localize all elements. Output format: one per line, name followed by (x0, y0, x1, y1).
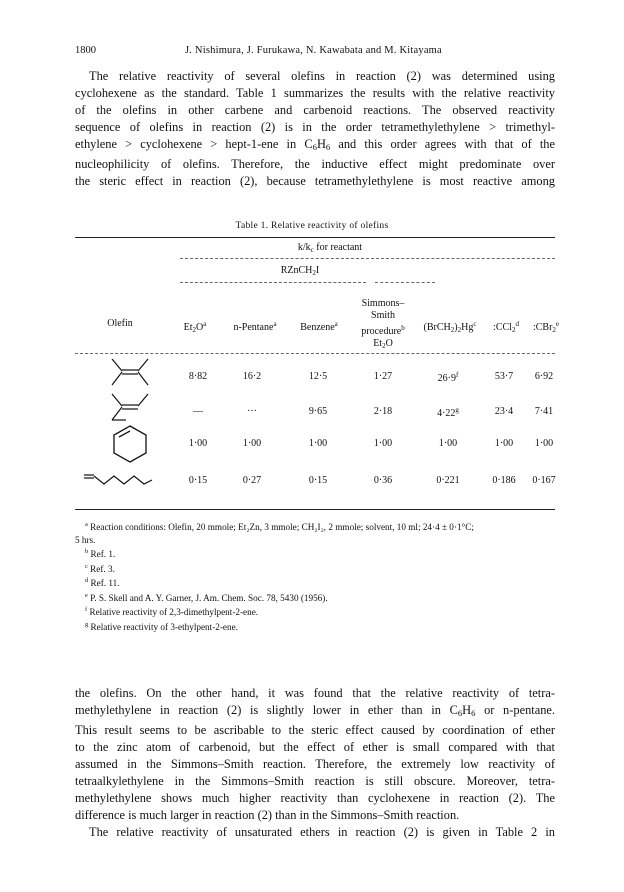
header-rule-3 (375, 282, 435, 283)
header-k-ratio: $k/k_c$ for reactant (297, 242, 363, 254)
cell: 1·00 (242, 438, 262, 449)
text-line: cyclohexene as the standard. Table 1 summarizes the results with the relative reactivity (75, 86, 555, 100)
cell: 1·00 (438, 438, 458, 449)
header-rule-2 (180, 282, 366, 283)
text-line: The relative reactivity of unsaturated ethers in reaction (2) is given in Table 2 in (89, 825, 555, 839)
cell: 2·18 (373, 406, 393, 417)
text-line: difference is much larger in reaction (2) than in the Simmons–Smith reaction. (75, 808, 460, 822)
table-top-rule (75, 237, 555, 238)
cell: 1·00 (373, 438, 393, 449)
text-line: This result seems to be ascribable to the steric effect caused by coordination of ether (75, 723, 555, 737)
header-rznch2i: RZnCH$_2$I (280, 265, 320, 277)
header-rule-1 (180, 258, 555, 259)
cell: 1·00 (308, 438, 328, 449)
text-line: methylethylene shows much higher reactivity than cyclohexene in reaction (2). The (75, 791, 555, 805)
footnote: $^e$ P. S. Skell and A. Y. Garner, J. Am. Chem. Soc. 78, 5430 (1956). (85, 591, 328, 603)
cyclohexene-structure (110, 423, 150, 465)
col-header-ccl2: :CCl$_2^d$ (493, 320, 519, 334)
text-line: sequence of olefins in reaction (2) is in the order tetramethylethylene > trimethyl- (75, 120, 555, 134)
cell: $26\cdot 9^f$ (437, 371, 459, 384)
col-header-olefin: Olefin (107, 318, 133, 329)
col-header-cbr2: :CBr$_2^e$ (532, 320, 560, 334)
cell: $4\cdot 22^g$ (437, 406, 459, 419)
tetramethylethylene-structure (108, 357, 152, 387)
cell: 7·41 (534, 406, 554, 417)
cell: 0·167 (532, 475, 556, 486)
text-line: of the olefins in other carbene and carbenoid reactions. The observed reactivity (75, 103, 555, 117)
running-title: J. Nishimura, J. Furukawa, N. Kawabata and M. Kitayama (185, 45, 442, 56)
footnote: $^f$ Relative reactivity of 2,3-dimethylpent-2-ene. (85, 606, 259, 617)
footnote: 5 hrs. (75, 534, 96, 545)
text-line: methylethylene in reaction (2) is slightly lower in ether than in $C_6H_6$ or n-pentane. (75, 703, 556, 718)
trimethylethylene-structure (108, 392, 152, 422)
footnote: $^a$ Reaction conditions: Olefin, 20 mmole; Et₂Zn, 3 mmole; CH₂I₂, 2 mmole; solvent, 10 ml; 24·4 ± 0·1°C; (85, 521, 474, 532)
footnote: $^g$ Relative reactivity of 3-ethylpent-2-ene. (85, 620, 238, 632)
text-line: the steric effect in reaction (2), because tetramethylethylene is most reactive among (75, 174, 555, 188)
cell: 0·221 (436, 475, 460, 486)
table-caption: Table 1. Relative reactivity of olefins (235, 221, 389, 231)
cell: 1·27 (373, 371, 393, 382)
text-line: tetraalkylethylene in the Simmons–Smith reaction is still obscure. Moreover, tetra- (75, 774, 555, 788)
cell: 1·00 (534, 438, 554, 449)
cell: 12·5 (308, 371, 328, 382)
cell: 1·00 (494, 438, 514, 449)
footnote: $^c$ Ref. 3. (85, 562, 115, 574)
cell: 0·36 (373, 475, 393, 486)
text-line: assumed in the Simmons–Smith reaction. Therefore, the extremely low reactivity of (75, 757, 555, 771)
text-line: the olefins. On the other hand, it was found that the relative reactivity of tetra- (75, 686, 555, 700)
cell: 0·27 (242, 475, 262, 486)
col-header-benzene: Benzene$^a$ (300, 320, 338, 333)
cell: 0·15 (188, 475, 208, 486)
table-footnotes (75, 519, 555, 633)
cell: 8·82 (188, 371, 208, 382)
text-line: to the zinc atom of carbenoid, but the effect of ether is small compared with that (75, 740, 555, 754)
cell: — (193, 406, 203, 417)
footnote: $^b$ Ref. 1. (85, 548, 116, 559)
cell: 6·92 (534, 371, 554, 382)
col-header-n-pentane: n-Pentane$^a$ (233, 320, 277, 333)
col-header-et2o: $Et_2O^a$ (183, 320, 207, 334)
cell: 53·7 (494, 371, 514, 382)
text-line: ethylene > cyclohexene > hept-1-ene in $C_6H_6$ and this order agrees with that of the (75, 137, 556, 152)
cell: 23·4 (494, 406, 514, 417)
table-bottom-rule (75, 509, 555, 510)
intro-paragraph (75, 68, 555, 190)
cell: 0·186 (492, 475, 516, 486)
cell: ··· (247, 406, 257, 417)
outro-paragraph (75, 685, 555, 841)
text-line: The relative reactivity of several olefins in reaction (2) was determined using (89, 69, 555, 83)
cell: 0·15 (308, 475, 328, 486)
hept-1-ene-structure (82, 470, 154, 490)
cell: 1·00 (188, 438, 208, 449)
page-number: 1800 (75, 45, 96, 56)
footnote: $^d$ Ref. 11. (85, 577, 120, 588)
text-line: nucleophilicity of olefins. Therefore, the inductive effect might predominate over (75, 157, 555, 171)
col-header-brch2-hg: $(BrCH_2)_2Hg^c$ (423, 320, 477, 334)
col-header-simmons-smith: Simmons– Smith procedure$^b$ $Et_2O$ (361, 298, 405, 350)
cell: 9·65 (308, 406, 328, 417)
cell: 16·2 (242, 371, 262, 382)
header-bottom-rule (75, 353, 555, 354)
